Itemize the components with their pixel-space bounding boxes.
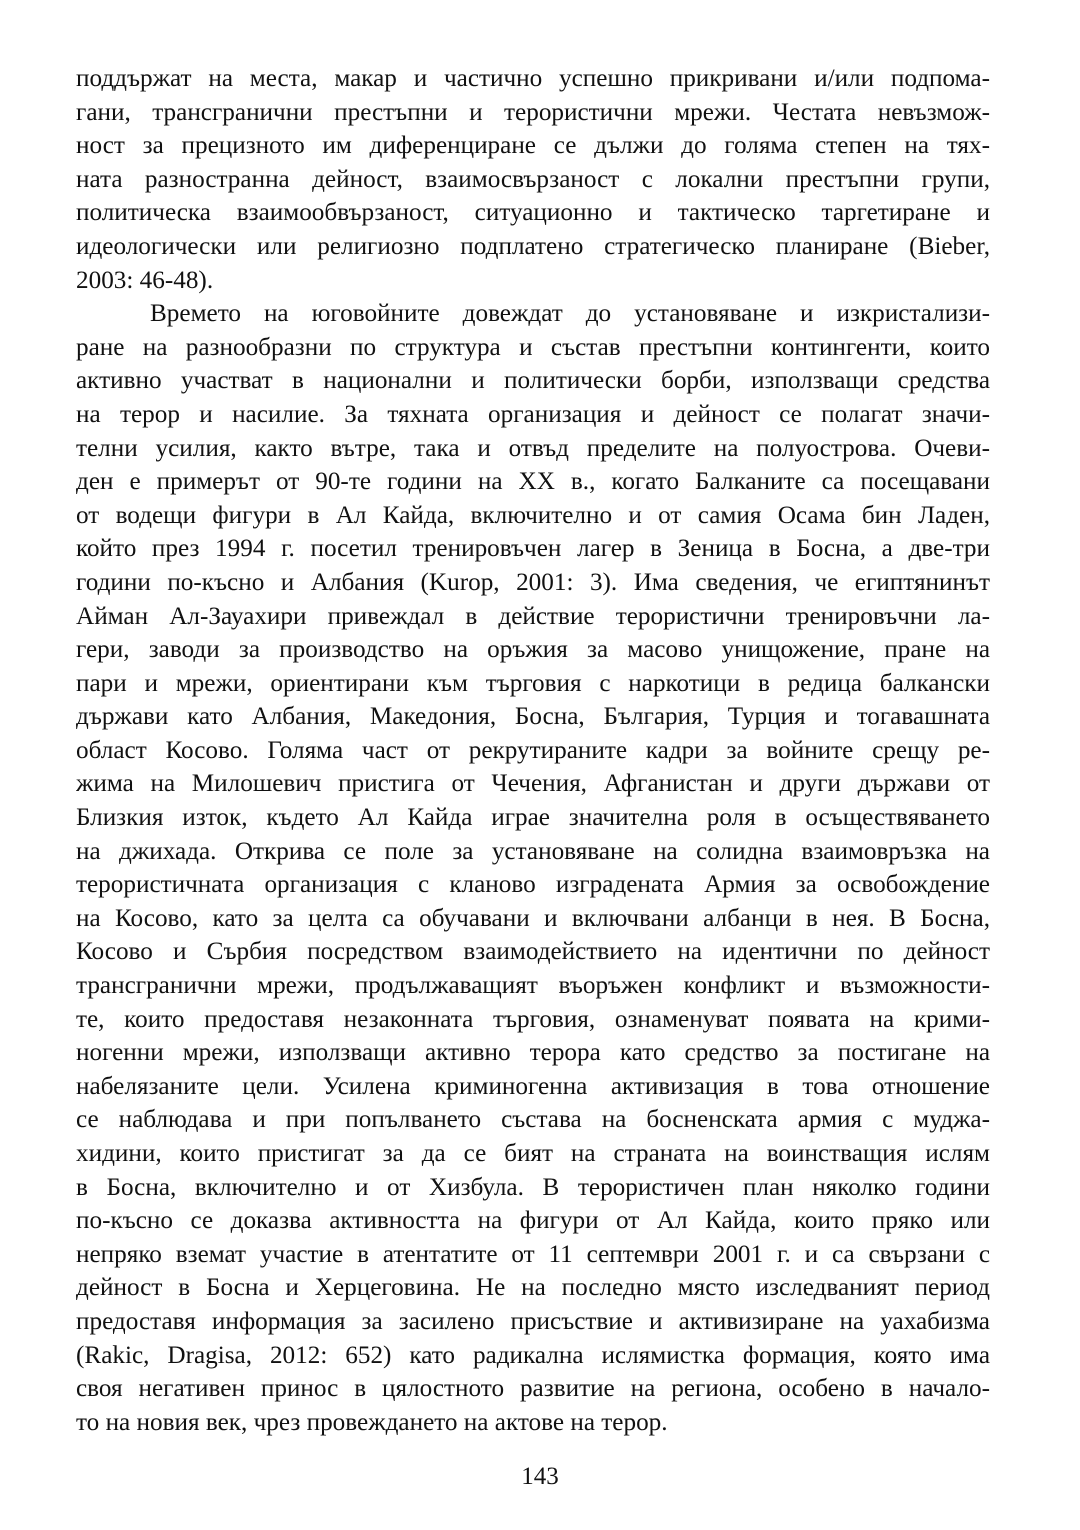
page-number: 143 — [521, 1463, 559, 1490]
text-line: набелязаните цели. Усилена криминогенна активизация в това отношение — [76, 1072, 990, 1100]
text-line: те, които предоставя незаконната търговия, ознаменуват появата на крими- — [76, 1005, 990, 1033]
body-text — [76, 62, 990, 1439]
text-line: който през 1994 г. посетил тренировъчен лагер в Зеница в Босна, а две-три — [76, 535, 990, 563]
text-line: на Косово, като за целта са обучавани и включвани албанци в нея. В Босна, — [76, 904, 990, 932]
text-line: в Босна, включително и от Хизбула. В терористичен план няколко години — [76, 1173, 990, 1201]
paragraph-1 — [76, 62, 990, 297]
text-line: област Косово. Голяма част от рекрутираните кадри за войните срещу ре- — [76, 736, 990, 764]
text-line: ната разностранна дейност, взаимосвързаност с локални престъпни групи, — [76, 165, 990, 193]
text-line: непряко вземат участие в атентатите от 11 септември 2001 г. и са свързани с — [76, 1240, 990, 1268]
text-line: телни усилия, както вътре, така и отвъд пределите на полуострова. Очеви- — [76, 434, 990, 462]
text-line: Айман Ал-Зауахири привеждал в действие терористични тренировъчни ла- — [76, 602, 990, 630]
text-line: своя негативен принос в цялостното развитие на региона, особено в начало- — [76, 1375, 990, 1403]
text-line: 2003: 46-48). — [76, 266, 214, 294]
text-line: то на новия век, чрез провеждането на актове на терор. — [76, 1408, 668, 1436]
text-line: Близкия изток, където Ал Кайда играе значителна роля в осъществяването — [76, 804, 990, 832]
text-line: от водещи фигури в Ал Кайда, включително и от самия Осама бин Ладен, — [76, 501, 990, 529]
text-line: поддържат на места, макар и частично успешно прикривани и/или подпома- — [76, 65, 990, 92]
text-line: политическа взаимообвързаност, ситуационно и тактическо таргетиране и — [76, 199, 990, 227]
text-line: на джихада. Открива се поле за установяване на солидна взаимовръзка на — [76, 837, 990, 865]
text-line: предоставя информация за засилено присъствие и активизиране на уахабизма — [76, 1307, 990, 1335]
text-line: трансгранични мрежи, продължаващият въоръжен конфликт и възможности- — [76, 972, 990, 1000]
text-line: дейност в Босна и Херцеговина. Не на последно място изследваният период — [76, 1274, 990, 1302]
paragraph-2 — [76, 297, 990, 1439]
text-line: пари и мрежи, ориентирани към търговия с наркотици в редица балкански — [76, 669, 990, 697]
text-line: години по-късно и Албания (Kurop, 2001: 3). Има сведения, че египтянинът — [76, 568, 990, 596]
text-line: активно участват в национални и политически борби, използващи средства — [76, 367, 990, 395]
text-line: на терор и насилие. За тяхната организация и дейност се полагат значи- — [76, 400, 990, 428]
text-line: ност за прецизното им диференциране се дължи до голяма степен на тях- — [76, 132, 990, 160]
text-line: хидини, които пристигат за да се бият на страната на воинстващия ислям — [76, 1140, 990, 1167]
text-line: по-късно се доказва активността на фигури от Ал Кайда, които пряко или — [76, 1207, 990, 1235]
text-line: се наблюдава и при попълването състава на босненската армия с муджа- — [76, 1106, 990, 1134]
text-line: терористичната организация с кланово изградената Армия за освобождение — [76, 871, 990, 899]
text-line: идеологически или религиозно подплатено стратегическо планиране (Bieber, — [76, 232, 990, 260]
text-line: жима на Милошевич пристига от Чечения, Афганистан и други държави от — [76, 770, 990, 798]
text-line: Времето на юговойните довеждат до установяване и изкристализи- — [150, 300, 990, 328]
text-line: гани, трансгранични престъпни и терористични мрежи. Честата невъзмож- — [76, 98, 990, 126]
text-line: ране на разнообразни по структура и състав престъпни контингенти, които — [76, 333, 990, 361]
text-line: ден е примерът от 90-те години на XX в., когато Балканите са посещавани — [76, 468, 990, 496]
text-line: гери, заводи за производство на оръжия за масово унищожение, пране на — [76, 636, 990, 664]
text-line: държави като Албания, Македония, Босна, България, Турция и тогавашната — [76, 703, 990, 731]
text-line: ногенни мрежи, използващи активно терора като средство за постигане на — [76, 1039, 990, 1067]
text-line: (Rakic, Dragisa, 2012: 652) като радикална ислямистка формация, която има — [76, 1341, 990, 1369]
text-line: Косово и Сърбия посредством взаимодействието на идентични по дейност — [76, 938, 990, 966]
